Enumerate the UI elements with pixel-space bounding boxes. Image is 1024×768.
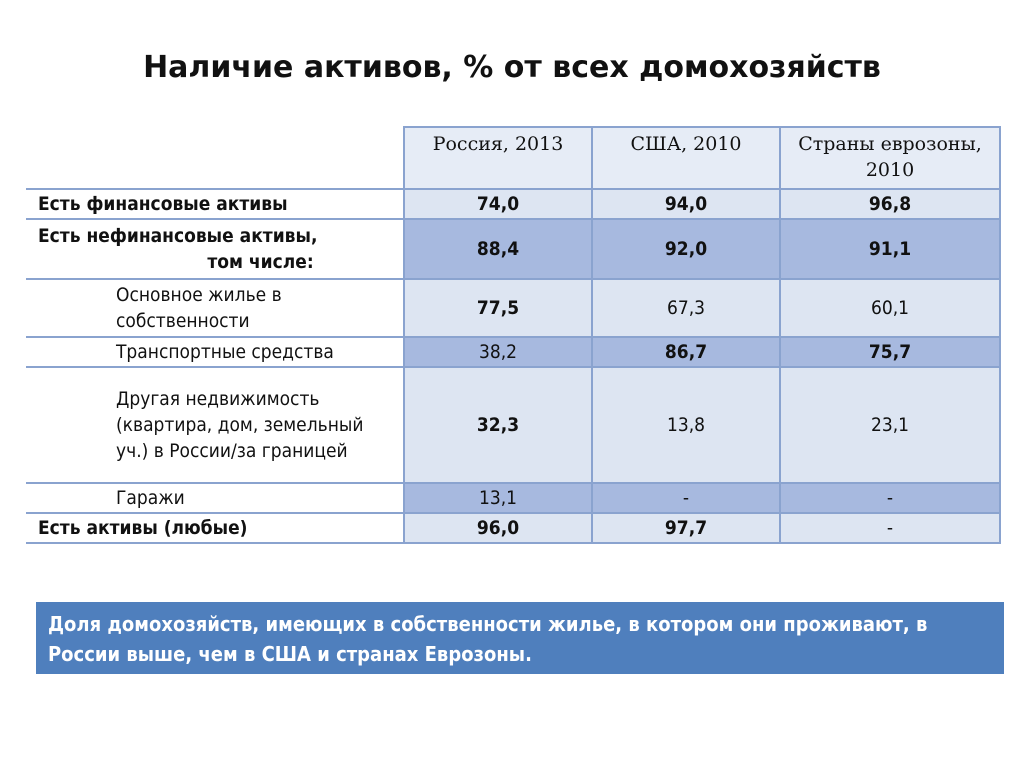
row-label: Гаражи [26,483,404,513]
row-label: Есть активы (любые) [26,513,404,543]
table-row [26,483,1000,513]
row-label-continuation: том числе: [207,251,314,273]
table-cell: 96,0 [404,513,592,543]
table-cell: 92,0 [592,219,780,279]
table-row [26,513,1000,543]
table-cell: 23,1 [780,367,1000,483]
row-label: Основное жилье в собственности [26,279,404,337]
table-cell: 77,5 [404,279,592,337]
column-header: Россия, 2013 [404,127,592,189]
table-cell: 13,8 [592,367,780,483]
table-cell: 88,4 [404,219,592,279]
row-label: Транспортные средства [26,337,404,367]
table-row [26,279,1000,337]
table-header-row [26,127,1000,189]
row-label: Другая недвижимость (квартира, дом, земельный уч.) в России/за границей [26,367,404,483]
table-cell: - [592,483,780,513]
table-row [26,337,1000,367]
table-cell: 67,3 [592,279,780,337]
table-cell: 32,3 [404,367,592,483]
table-cell: - [780,513,1000,543]
assets-table [26,126,1001,544]
table-cell: 94,0 [592,189,780,219]
table-cell: - [780,483,1000,513]
table-cell: 97,7 [592,513,780,543]
table-row [26,367,1000,483]
summary-text: Доля домохозяйств, имеющих в собственности жилье, в котором они проживают, в России выше, чем в США и странах Еврозоны. [48,612,928,666]
table-row [26,219,1000,279]
table-cell: 38,2 [404,337,592,367]
row-label: Есть нефинансовые активы, [38,225,318,247]
table-cell: 75,7 [780,337,1000,367]
summary-callout [36,602,1004,674]
table-cell: 96,8 [780,189,1000,219]
table-cell: 91,1 [780,219,1000,279]
column-header: США, 2010 [592,127,780,189]
table-cell: 74,0 [404,189,592,219]
table-cell: 13,1 [404,483,592,513]
table-row [26,189,1000,219]
row-label: Есть финансовые активы [26,189,404,219]
table-cell: 86,7 [592,337,780,367]
row-label-block [26,219,404,279]
table-cell: 60,1 [780,279,1000,337]
page-title: Наличие активов, % от всех домохозяйств [143,50,881,85]
header-empty-cell [26,127,404,189]
column-header: Страны еврозоны, 2010 [780,127,1000,189]
